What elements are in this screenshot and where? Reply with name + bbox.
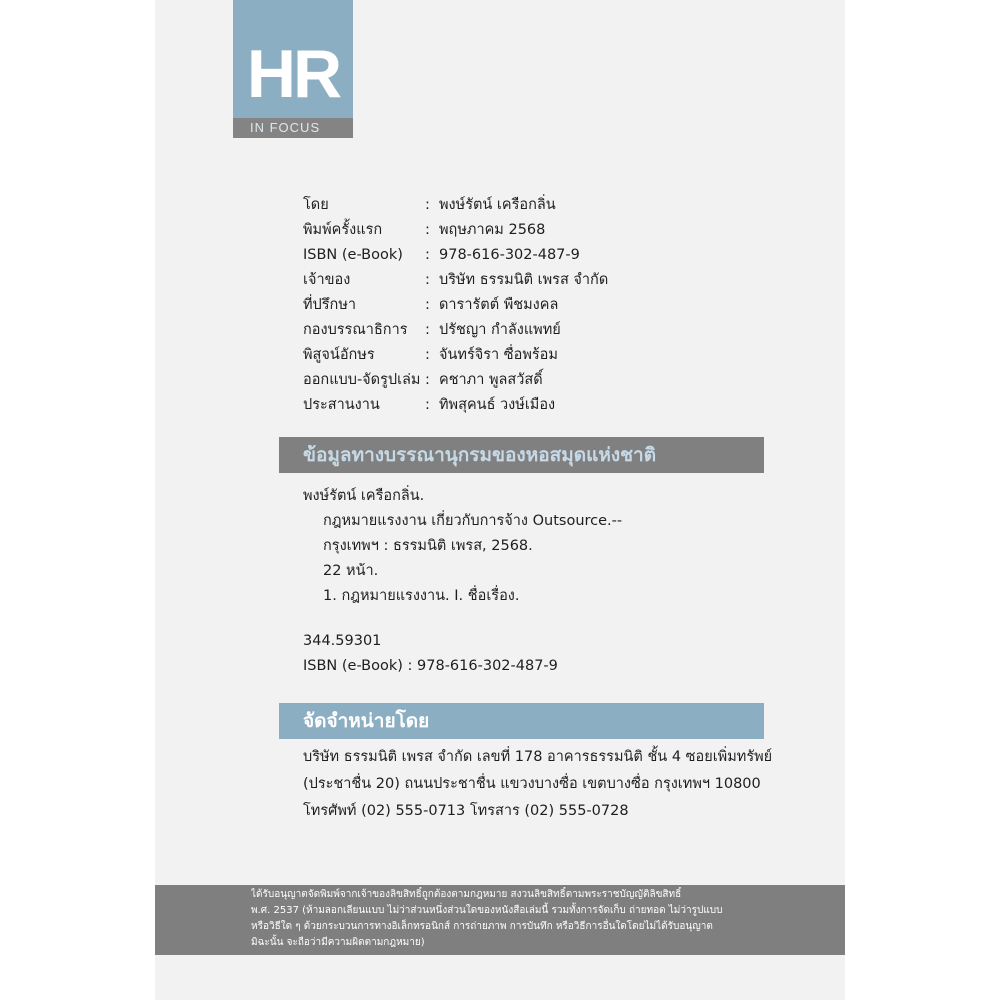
credit-row-advisor <box>303 293 743 318</box>
credit-value: 978-616-302-487-9 <box>439 247 580 263</box>
copyright-line: มิฉะนั้น จะถือว่ามีความผิดตามกฎหมาย) <box>251 937 425 948</box>
copyright-line: หรือวิธีใด ๆ ด้วยกระบวนการทางอิเล็กทรอนิกส์ การถ่ายภาพ การบันทึก หรือวิธีการอื่นใดโดยไม่ได้รับอนุญาต <box>251 921 713 932</box>
credit-label: ประสานงาน <box>303 397 380 413</box>
cip-heading-bar: ข้อมูลทางบรรณานุกรมของหอสมุดแห่งชาติ <box>279 437 764 473</box>
credit-colon: : <box>425 297 430 313</box>
cip-spacer <box>303 609 763 629</box>
credit-value: พงษ์รัตน์ เครือกลิ่น <box>439 197 556 213</box>
credit-value: คชาภา พูลสวัสดิ์ <box>439 372 543 388</box>
credit-value: ดารารัตต์ พืชมงคล <box>439 297 559 313</box>
credit-value: จันทร์จิรา ซื่อพร้อม <box>439 347 558 363</box>
hr-in-focus-logo <box>233 0 353 138</box>
credit-colon: : <box>425 322 430 338</box>
cip-publisher: กรุงเทพฯ : ธรรมนิติ เพรส, 2568. <box>323 538 533 554</box>
distribution-block <box>303 744 773 825</box>
credit-label: กองบรรณาธิการ <box>303 322 408 338</box>
logo-main-text: HR <box>246 36 340 112</box>
credit-row-isbn <box>303 243 743 268</box>
credit-label: โดย <box>303 197 329 213</box>
cip-author: พงษ์รัตน์ เครือกลิ่น. <box>303 488 425 504</box>
copyright-line: พ.ศ. 2537 (ห้ามลอกเลียนแบบ ไม่ว่าส่วนหนึ่งส่วนใดของหนังสือเล่มนี้ รวมทั้งการจัดเก็บ ถ่ายทอด ไม่ว่ารูปแบบ <box>251 905 723 916</box>
credits-list <box>303 193 743 418</box>
logo-top-block <box>233 0 353 118</box>
credit-row-proofreader <box>303 343 743 368</box>
credit-value: พฤษภาคม 2568 <box>439 222 546 238</box>
credit-colon: : <box>425 347 430 363</box>
credit-colon: : <box>425 197 430 213</box>
logo-bottom-block <box>233 118 353 138</box>
credit-row-editorial <box>303 318 743 343</box>
distribution-heading-bar: จัดจำหน่ายโดย <box>279 703 764 739</box>
credit-colon: : <box>425 397 430 413</box>
cip-pages: 22 หน้า. <box>323 563 379 579</box>
cip-isbn: ISBN (e-Book) : 978-616-302-487-9 <box>303 658 558 674</box>
distribution-line: (ประชาชื่น 20) ถนนประชาชื่น แขวงบางซื่อ เขตบางซื่อ กรุงเทพฯ 10800 <box>303 776 761 792</box>
credit-colon: : <box>425 372 430 388</box>
cip-title: กฎหมายแรงงาน เกี่ยวกับการจ้าง Outsource.-- <box>323 513 623 529</box>
credit-row-first-print <box>303 218 743 243</box>
credit-label: ISBN (e-Book) <box>303 247 403 263</box>
credit-value: บริษัท ธรรมนิติ เพรส จำกัด <box>439 272 609 288</box>
credit-label: พิมพ์ครั้งแรก <box>303 222 383 238</box>
credit-colon: : <box>425 247 430 263</box>
credit-label: ออกแบบ-จัดรูปเล่ม <box>303 372 421 388</box>
cip-subject: 1. กฎหมายแรงงาน. I. ชื่อเรื่อง. <box>323 588 520 604</box>
copyright-text <box>251 887 751 951</box>
logo-sub-text: IN FOCUS <box>250 120 321 135</box>
credit-value: ปรัชญา กำลังแพทย์ <box>439 322 561 338</box>
credit-label: ที่ปรึกษา <box>303 297 357 313</box>
credit-row-coordinator <box>303 393 743 418</box>
copyright-line: ได้รับอนุญาตจัดพิมพ์จากเจ้าของลิขสิทธิ์ถูกต้องตามกฎหมาย สงวนลิขสิทธิ์ตามพระราชบัญญัติลิขสิทธิ์ <box>251 889 682 900</box>
distribution-phone-line: โทรศัพท์ (02) 555-0713 โทรสาร (02) 555-0728 <box>303 803 629 819</box>
credit-value: ทิพสุคนธ์ วงษ์เมือง <box>439 397 556 413</box>
credit-colon: : <box>425 222 430 238</box>
cip-class-number: 344.59301 <box>303 633 382 649</box>
cip-block <box>303 484 763 679</box>
credit-row-owner <box>303 268 743 293</box>
credit-label: เจ้าของ <box>303 272 351 288</box>
credit-colon: : <box>425 272 430 288</box>
distribution-line: บริษัท ธรรมนิติ เพรส จำกัด เลขที่ 178 อาคารธรรมนิติ ชั้น 4 ซอยเพิ่มทรัพย์ <box>303 749 773 765</box>
credit-label: พิสูจน์อักษร <box>303 347 375 363</box>
credit-row-author <box>303 193 743 218</box>
credit-row-design <box>303 368 743 393</box>
copyright-footer <box>155 885 845 955</box>
